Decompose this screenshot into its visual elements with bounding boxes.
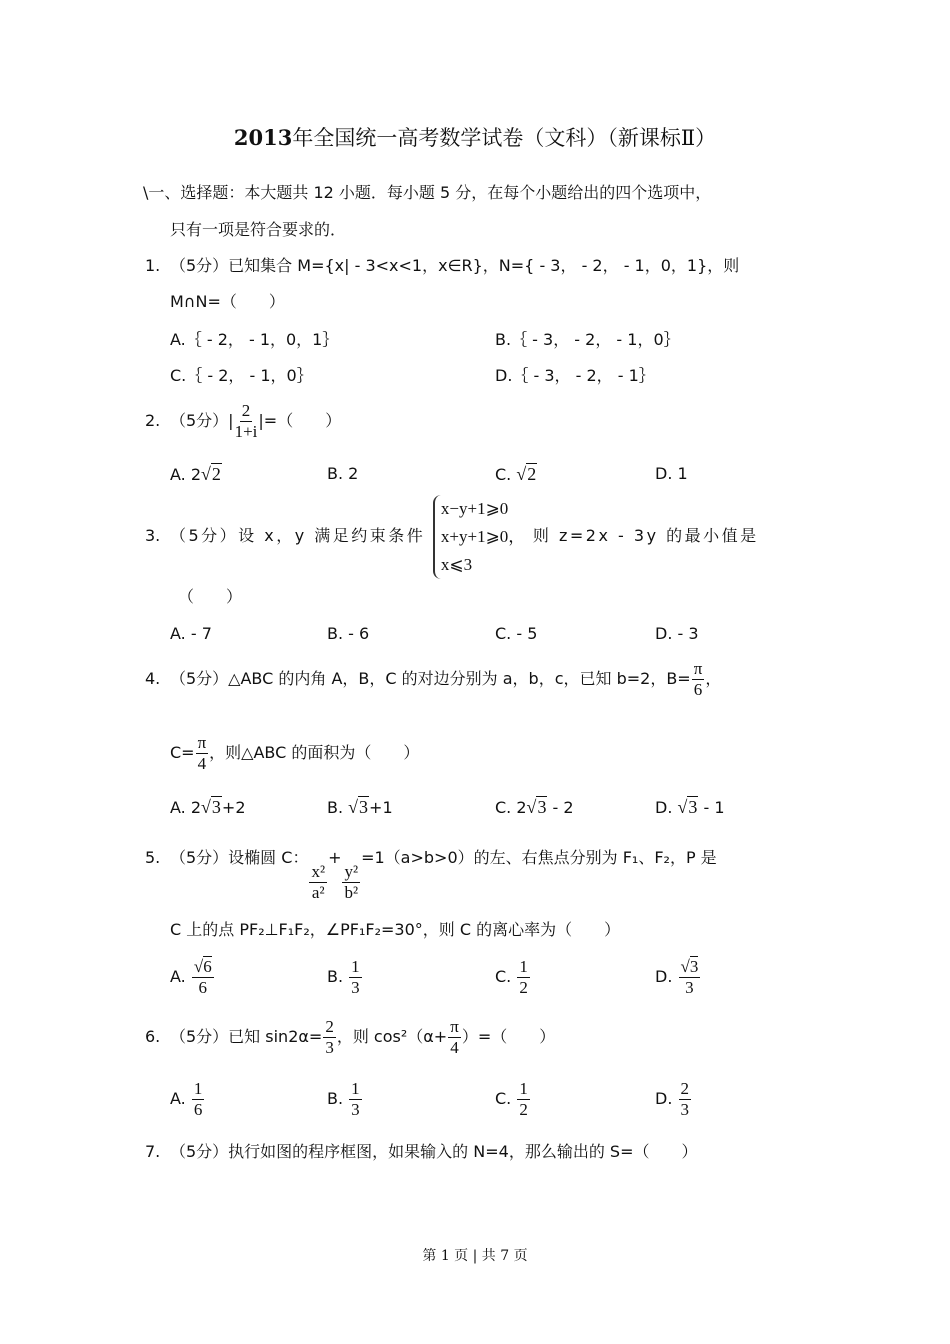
radicand: 3: [689, 957, 699, 976]
constraint: x+y+1⩾0，: [440, 526, 526, 546]
sqrt: √2: [516, 464, 537, 484]
option-c[interactable]: [495, 956, 531, 998]
fraction: [349, 957, 362, 998]
fraction: [192, 1079, 205, 1120]
sqrt: √3: [677, 797, 698, 817]
question-number: 1.: [145, 256, 161, 275]
text: - 2: [547, 798, 574, 817]
option-d[interactable]: D. - 3: [655, 624, 699, 643]
question-number: 3.: [145, 526, 161, 545]
text: ，则△ABC 的面积为（ ）: [209, 743, 420, 762]
denominator: 2: [519, 1100, 528, 1119]
denominator: b²: [344, 883, 359, 902]
text: |=（ ）: [258, 411, 342, 430]
label: A.: [170, 798, 186, 817]
fraction: [235, 401, 258, 442]
numerator: y²: [344, 862, 359, 881]
denominator: 3: [351, 978, 360, 997]
denominator: 3: [351, 1100, 360, 1119]
label: D.: [655, 967, 673, 986]
denominator: 6: [193, 1100, 203, 1119]
fraction: [349, 1079, 362, 1120]
option-a[interactable]: [170, 796, 246, 819]
option-a[interactable]: [170, 956, 215, 998]
sqrt: √3: [201, 797, 221, 817]
option-c[interactable]: C.｛ - 2， - 1，0｝: [170, 366, 313, 385]
option-a[interactable]: [170, 463, 222, 486]
option-b[interactable]: B.｛ - 3， - 2， - 1，0｝: [495, 330, 680, 349]
radicand: 3: [537, 797, 547, 817]
fraction: [192, 957, 214, 998]
radicand: 2: [527, 464, 537, 484]
question-text: （5分）已知集合 M={x| - 3<x<1，x∈R}，N={ - 3， - 2， - 1，0，1}，则: [170, 256, 740, 275]
numerator: π: [197, 733, 207, 752]
fraction: [517, 1079, 530, 1120]
label: C.: [495, 1089, 512, 1108]
option-c[interactable]: [495, 796, 574, 819]
constraint-system: [433, 495, 525, 579]
radicand: 3: [359, 797, 369, 817]
question-text: M∩N=（ ）: [170, 292, 285, 311]
question-text: [170, 658, 721, 700]
text: - 1: [698, 798, 725, 817]
numerator: x²: [311, 862, 326, 881]
denominator: 1+i: [234, 422, 258, 441]
title-text: 年全国统一高考数学试卷（文科）（新课标Ⅱ）: [292, 126, 717, 150]
denominator: 4: [450, 1038, 459, 1057]
denominator: 3: [325, 1038, 334, 1057]
text: ，: [705, 669, 722, 688]
label: C.: [495, 465, 512, 484]
text: +1: [369, 798, 393, 817]
coef: 2: [190, 465, 202, 484]
numerator: 2: [680, 1079, 689, 1098]
option-a[interactable]: [170, 1078, 205, 1120]
page-title: [0, 127, 950, 149]
option-c[interactable]: [495, 1078, 531, 1120]
numerator: 1: [193, 1079, 203, 1098]
option-a[interactable]: A. - 7: [170, 624, 212, 643]
question-text: （5分）执行如图的程序框图，如果输入的 N=4，那么输出的 S=（ ）: [170, 1142, 698, 1161]
question-number: 5.: [145, 848, 161, 867]
radicand: 3: [688, 797, 698, 817]
fraction: [679, 1079, 692, 1120]
text: +2: [221, 798, 246, 817]
text: （5分）已知 sin2α=: [170, 1027, 323, 1046]
label: B.: [327, 1089, 344, 1108]
section-header-line2: 只有一项是符合要求的．: [170, 220, 347, 239]
numerator: 2: [241, 401, 251, 420]
denominator: 6: [198, 978, 208, 997]
constraint: x−y+1⩾0: [440, 498, 509, 518]
text: （5分）设 x，y 满足约束条件: [170, 526, 426, 545]
text: ）=（ ）: [461, 1027, 556, 1046]
option-d[interactable]: D.｛ - 3， - 2， - 1｝: [495, 366, 655, 385]
question-text: [170, 493, 759, 579]
text: （5分）|: [170, 411, 234, 430]
text: （5分）△ABC 的内角 A，B，C 的对边分别为 a，b，c，已知 b=2，B=: [170, 669, 691, 688]
denominator: a²: [311, 883, 325, 902]
question-text: C 上的点 PF₂⊥F₁F₂，∠PF₁F₂=30°，则 C 的离心率为（ ）: [170, 920, 621, 939]
question-text: [170, 732, 419, 774]
text: 则 z=2x - 3y 的最小值是: [532, 526, 759, 545]
denominator: 3: [680, 1100, 689, 1119]
text: =1（a>b>0）的左、右焦点分别为 F₁、F₂，P 是: [361, 848, 717, 867]
label: D.: [655, 1089, 673, 1108]
question-text: [170, 400, 341, 442]
numerator: π: [450, 1017, 459, 1036]
option-b[interactable]: B. 2: [327, 464, 359, 483]
fraction: [517, 957, 530, 998]
option-d[interactable]: [655, 1078, 692, 1120]
radicand: 6: [203, 957, 212, 976]
numerator: √3: [680, 957, 699, 976]
label: A.: [170, 465, 186, 484]
question-number: 4.: [145, 669, 161, 688]
question-text: （ ）: [178, 587, 243, 606]
option-c[interactable]: [495, 463, 537, 486]
numerator: π: [693, 659, 703, 678]
fraction: [679, 957, 701, 998]
numerator: 1: [519, 1079, 528, 1098]
constraint: x⩽3: [440, 554, 473, 574]
denominator: 6: [693, 680, 703, 699]
title-year: 2013: [233, 125, 293, 150]
option-d[interactable]: [655, 796, 725, 819]
section-header-line1: \一、选择题：本大题共 12 小题．每小题 5 分，在每个小题给出的四个选项中，: [143, 183, 712, 202]
text: +: [328, 848, 342, 867]
option-b[interactable]: [327, 796, 393, 819]
option-c[interactable]: C. - 5: [495, 624, 538, 643]
label: B.: [327, 967, 344, 986]
label: C.: [495, 967, 512, 986]
fraction: [309, 862, 327, 903]
numerator: 2: [325, 1017, 334, 1036]
page-footer: 第 1 页 | 共 7 页: [422, 1248, 528, 1264]
option-b[interactable]: [327, 1078, 363, 1120]
fraction: [323, 1017, 336, 1058]
fraction: [196, 733, 209, 774]
option-b[interactable]: [327, 956, 363, 998]
text: （5分）设椭圆 C：: [170, 848, 309, 867]
label: D.: [655, 798, 673, 817]
question-text: [170, 845, 717, 903]
denominator: 2: [519, 978, 528, 997]
option-b[interactable]: B. - 6: [327, 624, 370, 643]
label: A.: [170, 967, 186, 986]
question-number: 7.: [145, 1142, 161, 1161]
option-d[interactable]: [655, 956, 701, 998]
fraction: [342, 862, 360, 903]
option-a[interactable]: A.｛ - 2， - 1，0，1｝: [170, 330, 339, 349]
sqrt: √2: [201, 464, 221, 484]
text: C=: [170, 743, 195, 762]
numerator: √6: [193, 957, 212, 976]
fraction: [448, 1017, 461, 1058]
question-number: 2.: [145, 411, 161, 430]
denominator: 3: [685, 978, 694, 997]
numerator: 1: [351, 957, 360, 976]
label: C.: [495, 798, 512, 817]
sqrt: √3: [348, 797, 369, 817]
question-text: [170, 1016, 555, 1058]
coef: 2: [190, 798, 202, 817]
label: B.: [327, 798, 344, 817]
denominator: 4: [197, 754, 207, 773]
fraction: [692, 659, 705, 700]
text: ，则 cos²（α+: [336, 1027, 448, 1046]
question-number: 6.: [145, 1027, 161, 1046]
numerator: 1: [351, 1079, 360, 1098]
radicand: 2: [211, 464, 221, 484]
sqrt: √3: [526, 797, 547, 817]
radicand: 3: [211, 797, 221, 817]
label: A.: [170, 1089, 186, 1108]
numerator: 1: [519, 957, 528, 976]
option-d[interactable]: D. 1: [655, 464, 688, 483]
coef: 2: [516, 798, 527, 817]
